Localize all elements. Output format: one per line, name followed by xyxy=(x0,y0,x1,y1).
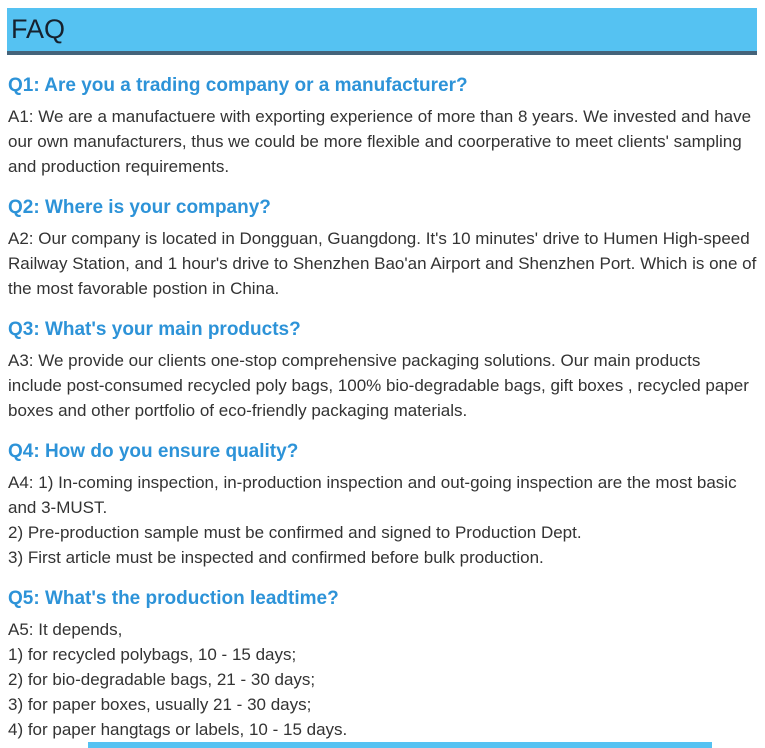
faq-answer xyxy=(8,104,757,179)
faq-question: Q2: Where is your company? xyxy=(8,197,271,218)
faq-item xyxy=(8,588,757,742)
faq-section-title: FAQ xyxy=(11,14,66,44)
faq-answer-line: 4) for paper hangtags or labels, 10 - 15 days. xyxy=(8,720,348,739)
faq-question: Q1: Are you a trading company or a manufacturer? xyxy=(8,75,468,96)
faq-answer-line: 1) for recycled polybags, 10 - 15 days; xyxy=(8,645,297,664)
faq-item xyxy=(8,319,757,423)
faq-item xyxy=(8,441,757,570)
faq-item xyxy=(8,75,757,179)
next-section-partial-bar xyxy=(88,742,712,748)
faq-answer-line: 3) for paper boxes, usually 21 - 30 days; xyxy=(8,695,312,714)
faq-answer-line: 2) for bio-degradable bags, 21 - 30 days; xyxy=(8,670,316,689)
faq-answer-line: 3) First article must be inspected and confirmed before bulk production. xyxy=(8,548,544,567)
faq-content xyxy=(8,55,757,742)
faq-answer xyxy=(8,617,757,742)
faq-answer-line: A2: Our company is located in Dongguan, Guangdong. It's 10 minutes' drive to Humen High-speed Railway Station, and 1 hour's drive to Shenzhen Bao'an Airport and Shenzhen Port. Which is one of the most favorable postion in China. xyxy=(8,229,757,298)
faq-answer-line: A5: It depends, xyxy=(8,620,123,639)
faq-answer-line: A1: We are a manufactuere with exporting experience of more than 8 years. We invested and have our own manufacturers, thus we could be more flexible and coorperative to meet clients' sampling and production requirements. xyxy=(8,107,752,176)
faq-question: Q5: What's the production leadtime? xyxy=(8,588,339,609)
faq-answer xyxy=(8,470,757,570)
faq-section-header xyxy=(7,8,757,55)
faq-list xyxy=(8,75,757,742)
faq-question: Q4: How do you ensure quality? xyxy=(8,441,299,462)
faq-item xyxy=(8,197,757,301)
faq-answer-line: 2) Pre-production sample must be confirmed and signed to Production Dept. xyxy=(8,523,582,542)
faq-answer xyxy=(8,226,757,301)
faq-question: Q3: What's your main products? xyxy=(8,319,301,340)
faq-answer xyxy=(8,348,757,423)
faq-answer-line: A4: 1) In-coming inspection, in-production inspection and out-going inspection are the most basic and 3-MUST. xyxy=(8,473,737,517)
faq-answer-line: A3: We provide our clients one-stop comprehensive packaging solutions. Our main products include post-consumed recycled poly bags, 100% bio-degradable bags, gift boxes , recycled paper boxes and other portfolio of eco-friendly packaging materials. xyxy=(8,351,749,420)
